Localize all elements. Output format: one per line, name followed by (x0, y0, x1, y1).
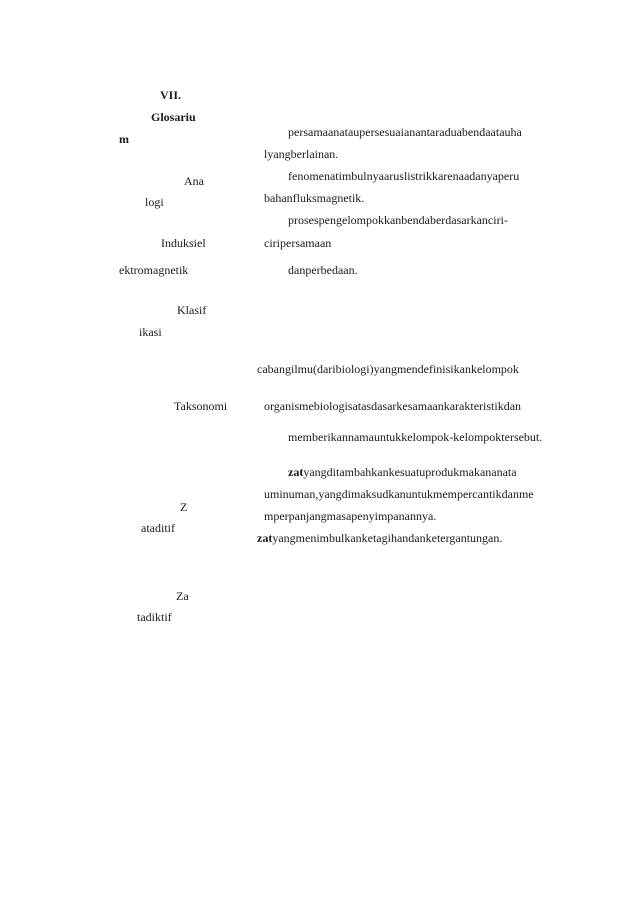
def-induksi-line1: fenomenatimbulnyaaruslistrikkarenaadanyaperu (288, 169, 520, 183)
term-zataditif-part1: Z (180, 500, 188, 514)
def-klasifikasi-line2: ciripersamaan (264, 236, 332, 250)
def-analogi-line2: lyangberlainan. (264, 147, 339, 161)
def-zataditif-line1 (288, 465, 517, 479)
def-taksonomi-line1: cabangilmu(daribiologi)yangmendefinisikankelompok (257, 362, 519, 376)
term-analogi-part1: Ana (184, 174, 204, 188)
def-zatadiktif-line1-text: yangmenimbulkanketagihandanketergantungan. (272, 531, 503, 545)
def-zataditif-line2: uminuman,yangdimaksudkanuntukmempercantikdanme (264, 487, 534, 501)
def-klasifikasi-line3: danperbedaan. (288, 263, 358, 277)
section-title-part1: Glosariu (151, 110, 196, 124)
term-zatadiktif-part1: Za (176, 589, 189, 603)
def-zataditif-keyword: zat (288, 465, 304, 479)
def-zatadiktif-line1 (257, 531, 502, 545)
term-taksonomi: Taksonomi (174, 399, 228, 413)
term-klasifikasi-part2: ikasi (139, 325, 162, 339)
def-klasifikasi-line1: prosespengelompokkanbendaberdasarkanciri- (288, 213, 508, 227)
term-zatadiktif-part2: tadiktif (137, 610, 172, 624)
def-zataditif-line1-text: yangditambahkankesuatuprodukmakananata (303, 465, 517, 479)
def-induksi-line2: bahanfluksmagnetik. (264, 191, 365, 205)
term-induksi-part1: Induksiel (161, 236, 206, 250)
term-induksi-part2: ektromagnetik (119, 263, 189, 277)
term-analogi-part2: logi (145, 195, 164, 209)
term-klasifikasi-part1: Klasif (177, 303, 207, 317)
def-zataditif-line3: mperpanjangmasapenyimpanannya. (264, 509, 437, 523)
def-taksonomi-line3: memberikannamauntukkelompok-kelompoktersebut. (288, 430, 543, 444)
term-zataditif-part2: ataditif (141, 521, 175, 535)
def-analogi-line1: persamaanataupersesuaianantaraduabendaatauha (288, 125, 522, 139)
section-number: VII. (160, 88, 182, 102)
section-title-part2: m (119, 132, 129, 146)
def-zatadiktif-keyword: zat (257, 531, 273, 545)
def-taksonomi-line2: organismebiologisatasdasarkesamaankarakteristikdan (264, 399, 522, 413)
